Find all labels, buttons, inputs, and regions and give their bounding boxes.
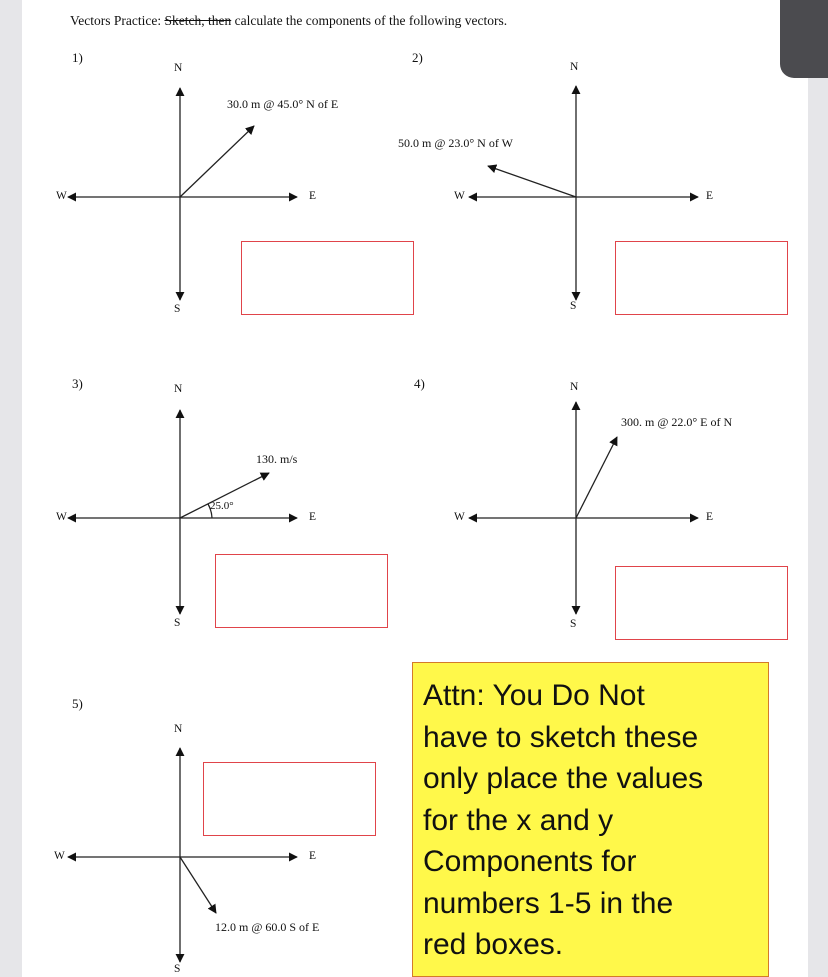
answer-box-1[interactable] (241, 241, 414, 315)
p2-vector-label: 50.0 m @ 23.0° N of W (398, 136, 513, 150)
p3-north-label: N (174, 383, 183, 395)
p5-vector (180, 857, 216, 913)
p1-north-label: N (174, 62, 183, 74)
problem-number-2: 2) (412, 50, 423, 65)
p1-west-label: W (56, 190, 67, 202)
p2-south-label: S (570, 300, 577, 312)
title-prefix: Vectors Practice: (70, 13, 165, 28)
p4-east-label: E (706, 511, 714, 523)
p3-south-label: S (174, 617, 181, 629)
title-suffix: calculate the components of the following vectors. (231, 13, 508, 28)
p3-angle-label: 25.0° (210, 500, 234, 512)
problem-number-1: 1) (72, 50, 83, 65)
p4-north-label: N (570, 381, 579, 393)
instructions-note: Attn: You Do Not have to sketch these only place the values for the x and y Components for numbers 1-5 in the red boxes. (412, 662, 769, 977)
answer-box-2[interactable] (615, 241, 788, 315)
p4-vector-label: 300. m @ 22.0° E of N (621, 415, 733, 429)
p5-south-label: S (174, 963, 181, 975)
p2-east-label: E (706, 190, 714, 202)
p1-vector (180, 126, 254, 197)
p1-south-label: S (174, 303, 181, 315)
p3-east-label: E (309, 511, 317, 523)
p2-north-label: N (570, 61, 579, 73)
problem-number-3: 3) (72, 376, 83, 391)
p1-east-label: E (309, 190, 317, 202)
p2-west-label: W (454, 190, 465, 202)
p3-west-label: W (56, 511, 67, 523)
answer-box-3[interactable] (215, 554, 388, 628)
p5-west-label: W (54, 850, 65, 862)
p4-west-label: W (454, 511, 465, 523)
p5-north-label: N (174, 723, 183, 735)
p1-vector-label: 30.0 m @ 45.0° N of E (227, 97, 339, 111)
p4-south-label: S (570, 618, 577, 630)
title-struck-text: Sketch, then (164, 13, 232, 28)
answer-box-5[interactable] (203, 762, 376, 836)
p5-east-label: E (309, 850, 317, 862)
problem-number-5: 5) (72, 696, 83, 711)
p5-vector-label: 12.0 m @ 60.0 S of E (215, 920, 320, 934)
p2-vector (488, 166, 576, 197)
answer-box-4[interactable] (615, 566, 788, 640)
p3-vector-label: 130. m/s (256, 452, 298, 466)
problem-number-4: 4) (414, 376, 425, 391)
p4-vector (576, 437, 617, 518)
